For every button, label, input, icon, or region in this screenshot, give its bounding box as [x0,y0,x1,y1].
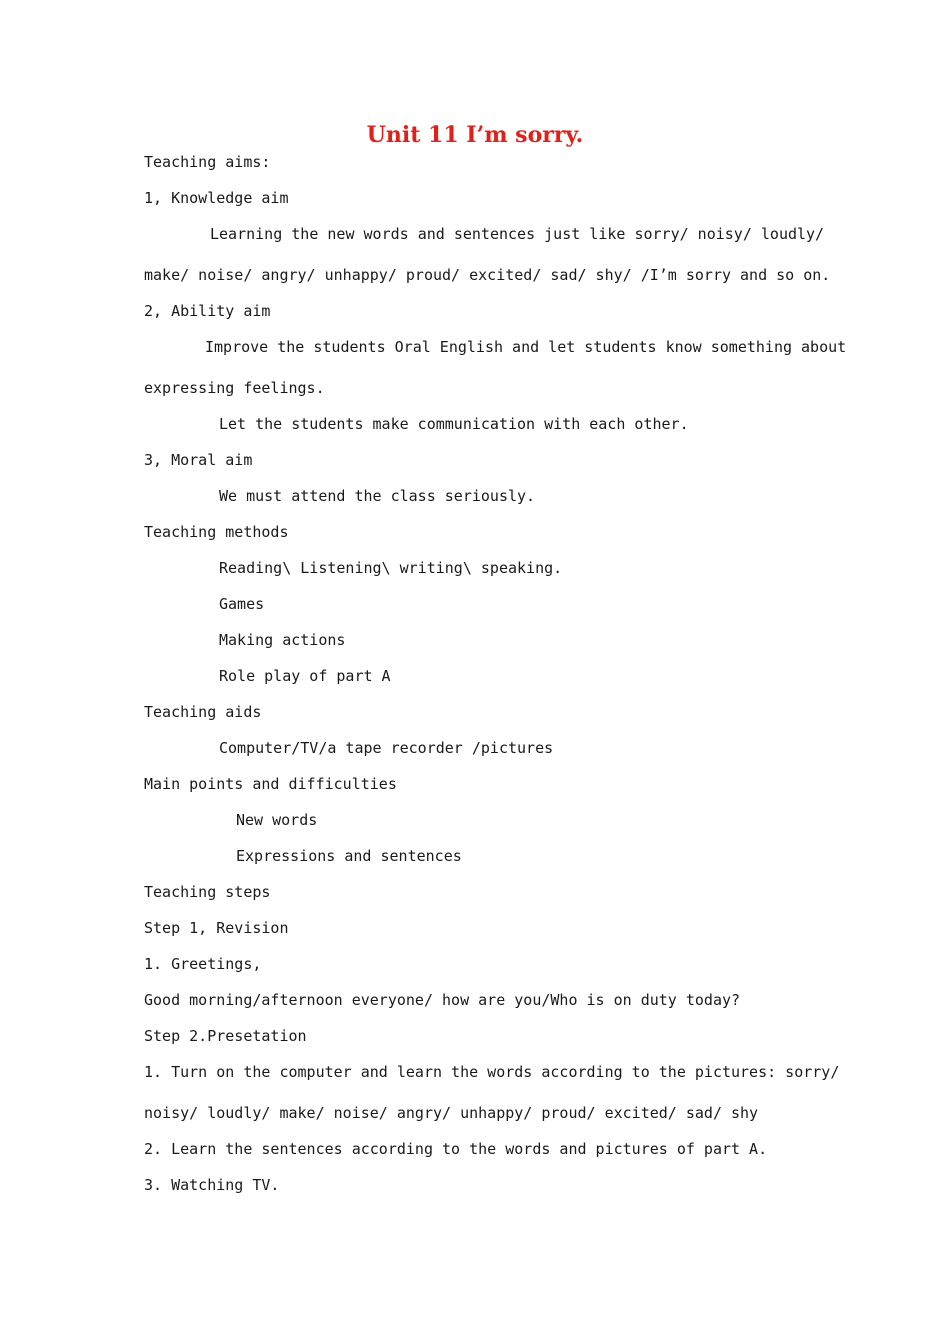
moral-aim-text: We must attend the class seriously. [219,487,536,505]
main-point-item: New words [236,811,318,829]
method-item: Making actions [219,631,346,649]
step-2-item-3: 3. Watching TV. [144,1176,280,1194]
main-point-item: Expressions and sentences [236,847,462,865]
step-2-item-1: 1. Turn on the computer and learn the words according to the pictures: sorry/ [144,1063,840,1081]
heading-moral-aim: 3, Moral aim [144,451,253,469]
heading-knowledge-aim: 1, Knowledge aim [144,189,289,207]
step-2-heading: Step 2.Presetation [144,1027,307,1045]
step-1-heading: Step 1, Revision [144,919,289,937]
step-2-item-1-cont: noisy/ loudly/ make/ noise/ angry/ unhappy/ proud/ excited/ sad/ shy [144,1104,759,1122]
step-2-item-2: 2. Learn the sentences according to the words and pictures of part A. [144,1140,768,1158]
teaching-aids-text: Computer/TV/a tape recorder /pictures [219,739,554,757]
document-title: Unit 11 I’m sorry. [366,122,584,148]
ability-aim-text-1: Improve the students Oral English and let students know something about [205,338,847,356]
heading-teaching-aims: Teaching aims: [144,153,271,171]
method-item: Role play of part A [219,667,391,685]
step-1-item: 1. Greetings, [144,955,262,973]
heading-teaching-steps: Teaching steps [144,883,271,901]
step-1-text: Good morning/afternoon everyone/ how are you/Who is on duty today? [144,991,741,1009]
heading-teaching-aids: Teaching aids [144,703,262,721]
ability-aim-text-2: expressing feelings. [144,379,325,397]
heading-teaching-methods: Teaching methods [144,523,289,541]
heading-main-points: Main points and difficulties [144,775,397,793]
heading-ability-aim: 2, Ability aim [144,302,271,320]
knowledge-aim-text-1: Learning the new words and sentences just like sorry/ noisy/ loudly/ [210,225,825,243]
knowledge-aim-text-2: make/ noise/ angry/ unhappy/ proud/ excited/ sad/ shy/ /I’m sorry and so on. [144,266,831,284]
method-item: Games [219,595,265,613]
method-item: Reading\ Listening\ writing\ speaking. [219,559,563,577]
ability-aim-text-3: Let the students make communication with each other. [219,415,689,433]
